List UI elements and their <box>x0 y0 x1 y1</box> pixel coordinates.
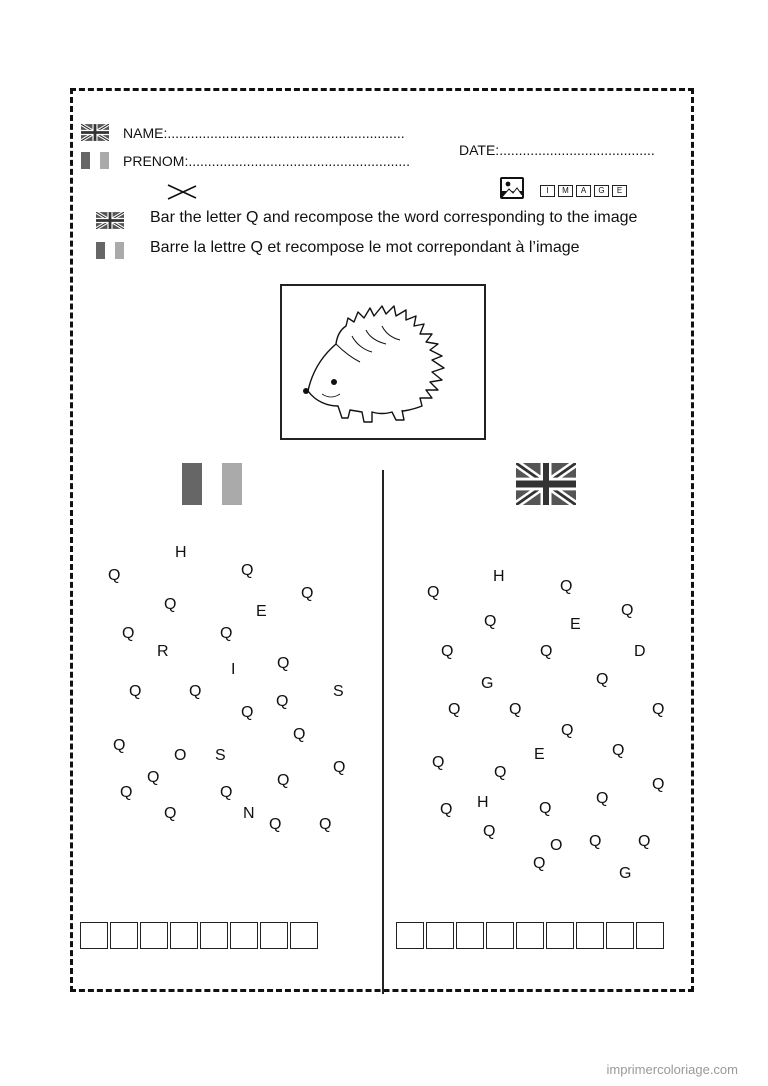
uk-flag-icon <box>516 463 576 505</box>
right-panel-letter[interactable]: Q <box>652 776 665 793</box>
answer-box[interactable] <box>636 922 664 949</box>
right-panel-letter[interactable]: Q <box>596 671 609 688</box>
left-panel-letter[interactable]: Q <box>113 737 126 754</box>
image-word-letter: I <box>540 185 555 197</box>
right-panel-letter[interactable]: Q <box>638 833 651 850</box>
answer-boxes-left[interactable] <box>80 922 318 949</box>
image-word-letter: E <box>612 185 627 197</box>
left-panel-letter[interactable]: R <box>157 643 169 660</box>
answer-box[interactable] <box>576 922 604 949</box>
right-panel-letter[interactable]: E <box>570 616 581 633</box>
answer-box[interactable] <box>80 922 108 949</box>
left-panel-letter[interactable]: Q <box>277 772 290 789</box>
left-panel-letter[interactable]: Q <box>189 683 202 700</box>
right-panel-letter[interactable]: Q <box>652 701 665 718</box>
answer-box[interactable] <box>140 922 168 949</box>
picture-frame <box>280 284 486 440</box>
right-panel-letter[interactable]: D <box>634 643 646 660</box>
right-panel-letter[interactable]: Q <box>560 578 573 595</box>
right-panel-letter[interactable]: Q <box>561 722 574 739</box>
left-panel-letter[interactable]: N <box>243 805 255 822</box>
left-panel-letter[interactable]: Q <box>164 805 177 822</box>
right-panel-letter[interactable]: H <box>477 794 489 811</box>
answer-box[interactable] <box>200 922 228 949</box>
right-panel-letter[interactable]: E <box>534 746 545 763</box>
instruction-english: Bar the letter Q and recompose the word corresponding to the image <box>150 209 638 226</box>
answer-box[interactable] <box>260 922 288 949</box>
answer-box[interactable] <box>606 922 634 949</box>
right-panel-letter[interactable]: Q <box>533 855 546 872</box>
left-panel-letter[interactable]: Q <box>277 655 290 672</box>
right-panel-letter[interactable]: Q <box>612 742 625 759</box>
image-word-letter: M <box>558 185 573 197</box>
panel-divider <box>382 470 384 994</box>
scissors-icon <box>166 182 198 202</box>
answer-box[interactable] <box>396 922 424 949</box>
right-panel-letter[interactable]: Q <box>427 584 440 601</box>
right-panel-letter[interactable]: Q <box>440 801 453 818</box>
left-panel-letter[interactable]: H <box>175 544 187 561</box>
french-flag-icon <box>81 152 109 169</box>
uk-flag-icon <box>96 212 124 229</box>
image-icon <box>500 177 524 199</box>
right-panel-letter[interactable]: Q <box>483 823 496 840</box>
left-panel-letter[interactable]: I <box>231 661 236 678</box>
right-panel-letter[interactable]: Q <box>596 790 609 807</box>
answer-box[interactable] <box>516 922 544 949</box>
left-panel-letter[interactable]: Q <box>269 816 282 833</box>
answer-box[interactable] <box>230 922 258 949</box>
right-panel-letter[interactable]: G <box>481 675 494 692</box>
left-panel-letter[interactable]: Q <box>333 759 346 776</box>
right-panel-letter[interactable]: Q <box>484 613 497 630</box>
left-panel-letter[interactable]: Q <box>164 596 177 613</box>
right-panel-letter[interactable]: Q <box>494 764 507 781</box>
left-panel-letter[interactable]: Q <box>220 625 233 642</box>
answer-box[interactable] <box>456 922 484 949</box>
right-panel-letter[interactable]: Q <box>509 701 522 718</box>
answer-box[interactable] <box>170 922 198 949</box>
answer-box[interactable] <box>546 922 574 949</box>
left-panel-letter[interactable]: Q <box>129 683 142 700</box>
left-panel-letter[interactable]: Q <box>220 784 233 801</box>
left-panel-letter[interactable]: Q <box>122 625 135 642</box>
left-panel-letter[interactable]: Q <box>276 693 289 710</box>
french-flag-icon <box>96 242 124 259</box>
left-panel-letter[interactable]: Q <box>120 784 133 801</box>
left-panel-letter[interactable]: Q <box>241 562 254 579</box>
answer-box[interactable] <box>290 922 318 949</box>
french-flag-icon <box>182 463 242 505</box>
answer-box[interactable] <box>426 922 454 949</box>
instruction-french: Barre la lettre Q et recompose le mot correpondant à l’image <box>150 239 580 256</box>
answer-boxes-right[interactable] <box>396 922 664 949</box>
name-field[interactable]: NAME:............................................................. <box>123 125 405 141</box>
left-panel-letter[interactable]: S <box>333 683 344 700</box>
right-panel-letter[interactable]: O <box>550 837 563 854</box>
left-panel-letter[interactable]: Q <box>241 704 254 721</box>
right-panel-letter[interactable]: Q <box>540 643 553 660</box>
right-panel-letter[interactable]: Q <box>432 754 445 771</box>
answer-box[interactable] <box>110 922 138 949</box>
right-panel-letter[interactable]: Q <box>441 643 454 660</box>
answer-box[interactable] <box>486 922 514 949</box>
prenom-field[interactable]: PRENOM:......................................................... <box>123 153 411 169</box>
date-field[interactable]: DATE:........................................ <box>459 142 655 158</box>
left-panel-letter[interactable]: E <box>256 603 267 620</box>
right-panel-letter[interactable]: G <box>619 865 632 882</box>
hedgehog-illustration <box>282 286 484 438</box>
image-word-letter: G <box>594 185 609 197</box>
left-panel-letter[interactable]: Q <box>108 567 121 584</box>
right-panel-letter[interactable]: Q <box>621 602 634 619</box>
right-panel-letter[interactable]: Q <box>589 833 602 850</box>
right-panel-letter[interactable]: Q <box>539 800 552 817</box>
left-panel-letter[interactable]: Q <box>319 816 332 833</box>
watermark: imprimercoloriage.com <box>606 1062 738 1077</box>
image-word-letter: A <box>576 185 591 197</box>
left-panel-letter[interactable]: S <box>215 747 226 764</box>
uk-flag-icon <box>81 124 109 141</box>
right-panel-letter[interactable]: H <box>493 568 505 585</box>
image-word-boxes <box>540 185 627 197</box>
left-panel-letter[interactable]: O <box>174 747 187 764</box>
left-panel-letter[interactable]: Q <box>293 726 306 743</box>
left-panel-letter[interactable]: Q <box>301 585 314 602</box>
right-panel-letter[interactable]: Q <box>448 701 461 718</box>
left-panel-letter[interactable]: Q <box>147 769 160 786</box>
